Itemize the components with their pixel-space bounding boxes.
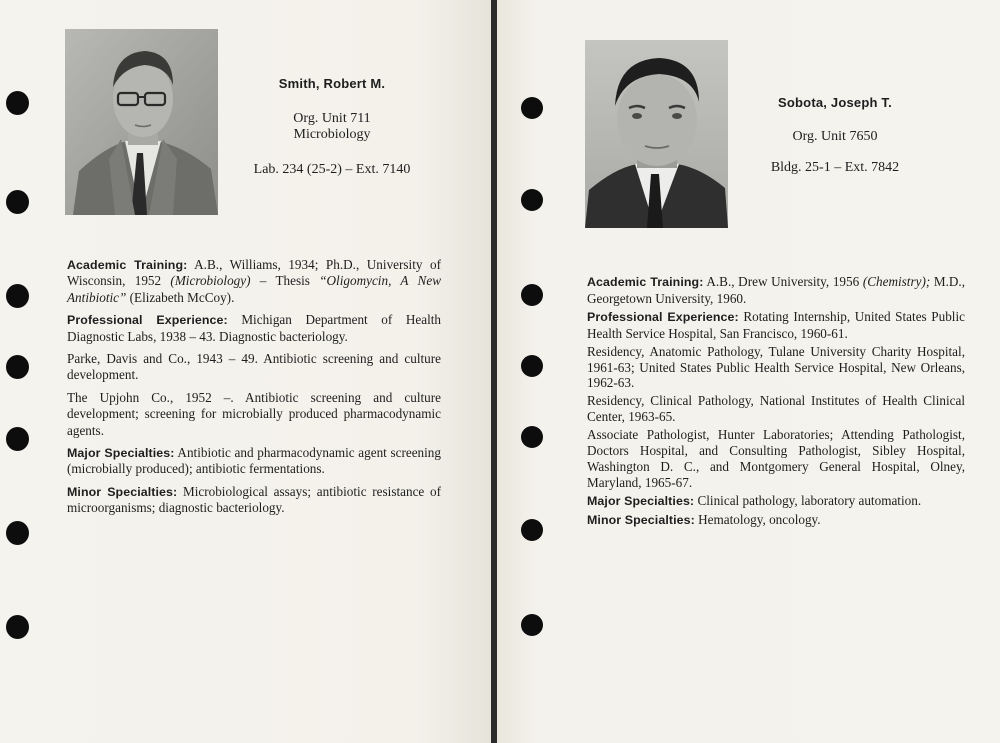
binder-hole: [6, 427, 29, 451]
person-name: Smith, Robert M.: [278, 76, 386, 91]
experience-entry: The Upjohn Co., 1952 –. Antibiotic screening and culture development; screening for microbially produced pharmacodynamic agents.: [67, 389, 441, 438]
specialties-text: Hematology, oncology.: [694, 511, 821, 527]
specialties-text: Clinical pathology, laboratory automation.: [694, 492, 922, 508]
thesis-title: “Oligomycin, A New Antibiotic”: [67, 273, 441, 305]
professional-experience: [67, 312, 441, 345]
specialties-text: Microbiological assays; antibiotic resistance of microorganisms; diagnostic bacteriology.: [67, 483, 441, 516]
professional-experience: [587, 309, 965, 342]
experience-text: Michigan Department of Health Diagnostic Labs, 1938 – 43. Diagnostic bacteriology.: [67, 312, 441, 344]
left-page: [0, 0, 491, 743]
experience-entry: Parke, Davis and Co., 1943 – 49. Antibiotic screening and culture development.: [67, 351, 441, 383]
minor-specialties: [67, 484, 441, 517]
experience-entry: Residency, Clinical Pathology, National Institutes of Health Clinical Center, 1963-65.: [587, 393, 965, 425]
minor-specialties: [587, 512, 965, 529]
specialties-text: Antibiotic and pharmacodynamic agent screening (microbially produced); antibiotic fermentations.: [67, 445, 441, 477]
section-label: Academic Training:: [587, 275, 704, 289]
binder-hole: [521, 519, 543, 541]
portrait-image: [585, 40, 728, 228]
major-specialties: [67, 445, 441, 478]
entry-header: [232, 76, 432, 178]
section-label: Professional Experience:: [587, 309, 739, 324]
right-page: [497, 0, 1000, 743]
portrait-photo: [65, 29, 218, 215]
academic-text: A.B., Williams, 1934; Ph.D., University of Wisconsin, 1952: [67, 257, 441, 289]
biography: [67, 257, 441, 523]
academic-text: – Thesis: [250, 273, 320, 289]
experience-entry: Residency, Anatomic Pathology, Tulane University Charity Hospital, 1961-63; United States Public Health Service Hospital, New Orleans, 1962-63.: [587, 343, 965, 391]
academic-text: (Elizabeth McCoy).: [126, 289, 235, 305]
section-label: Major Specialties:: [587, 493, 695, 508]
experience-text: Rotating Internship, United States Public Health Service Hospital, San Francisco, 1960-61.: [587, 308, 965, 341]
person-name: Sobota, Joseph T.: [778, 95, 892, 110]
org-unit: Org. Unit 711: [293, 111, 371, 126]
academic-training: [67, 257, 441, 306]
binder-hole: [6, 521, 29, 545]
portrait-image: [65, 29, 218, 215]
section-label: Major Specialties:: [67, 446, 175, 461]
academic-training: [587, 274, 965, 307]
binder-hole: [6, 355, 29, 379]
department: Microbiology: [293, 127, 371, 142]
major-specialties: [587, 493, 965, 510]
academic-field: (Chemistry);: [862, 274, 931, 289]
binder-hole: [521, 189, 543, 211]
org-unit: Org. Unit 7650: [792, 129, 878, 144]
binder-hole: [521, 97, 543, 119]
academic-field: (Microbiology): [170, 273, 251, 289]
binder-hole: [521, 614, 543, 636]
binder-hole: [6, 284, 29, 308]
location-extension: Lab. 234 (25-2) – Ext. 7140: [253, 162, 411, 177]
binder-hole: [521, 355, 543, 377]
section-label: Professional Experience:: [67, 313, 228, 328]
experience-entry: Associate Pathologist, Hunter Laboratories; Attending Pathologist, Doctors Hospital, and Consulting Pathologist, Sibley Hospital, Washington D. C., and Montgomery General Hospital, Olney, Maryland, 1965-67.: [587, 427, 965, 490]
binder-hole: [6, 190, 29, 214]
location-extension: Bldg. 25-1 – Ext. 7842: [770, 160, 900, 175]
binder-hole: [6, 91, 29, 115]
binder-hole: [521, 426, 543, 448]
entry-header: [735, 95, 935, 176]
binder-hole: [521, 284, 543, 306]
academic-text: A.B., Drew University, 1956: [703, 274, 863, 289]
section-label: Minor Specialties:: [67, 484, 178, 499]
biography: [587, 274, 965, 531]
binder-hole: [6, 615, 29, 639]
section-label: Academic Training:: [67, 258, 188, 272]
portrait-photo: [585, 40, 728, 228]
academic-text: M.D., Georgetown University, 1960.: [587, 274, 966, 306]
section-label: Minor Specialties:: [587, 512, 695, 527]
